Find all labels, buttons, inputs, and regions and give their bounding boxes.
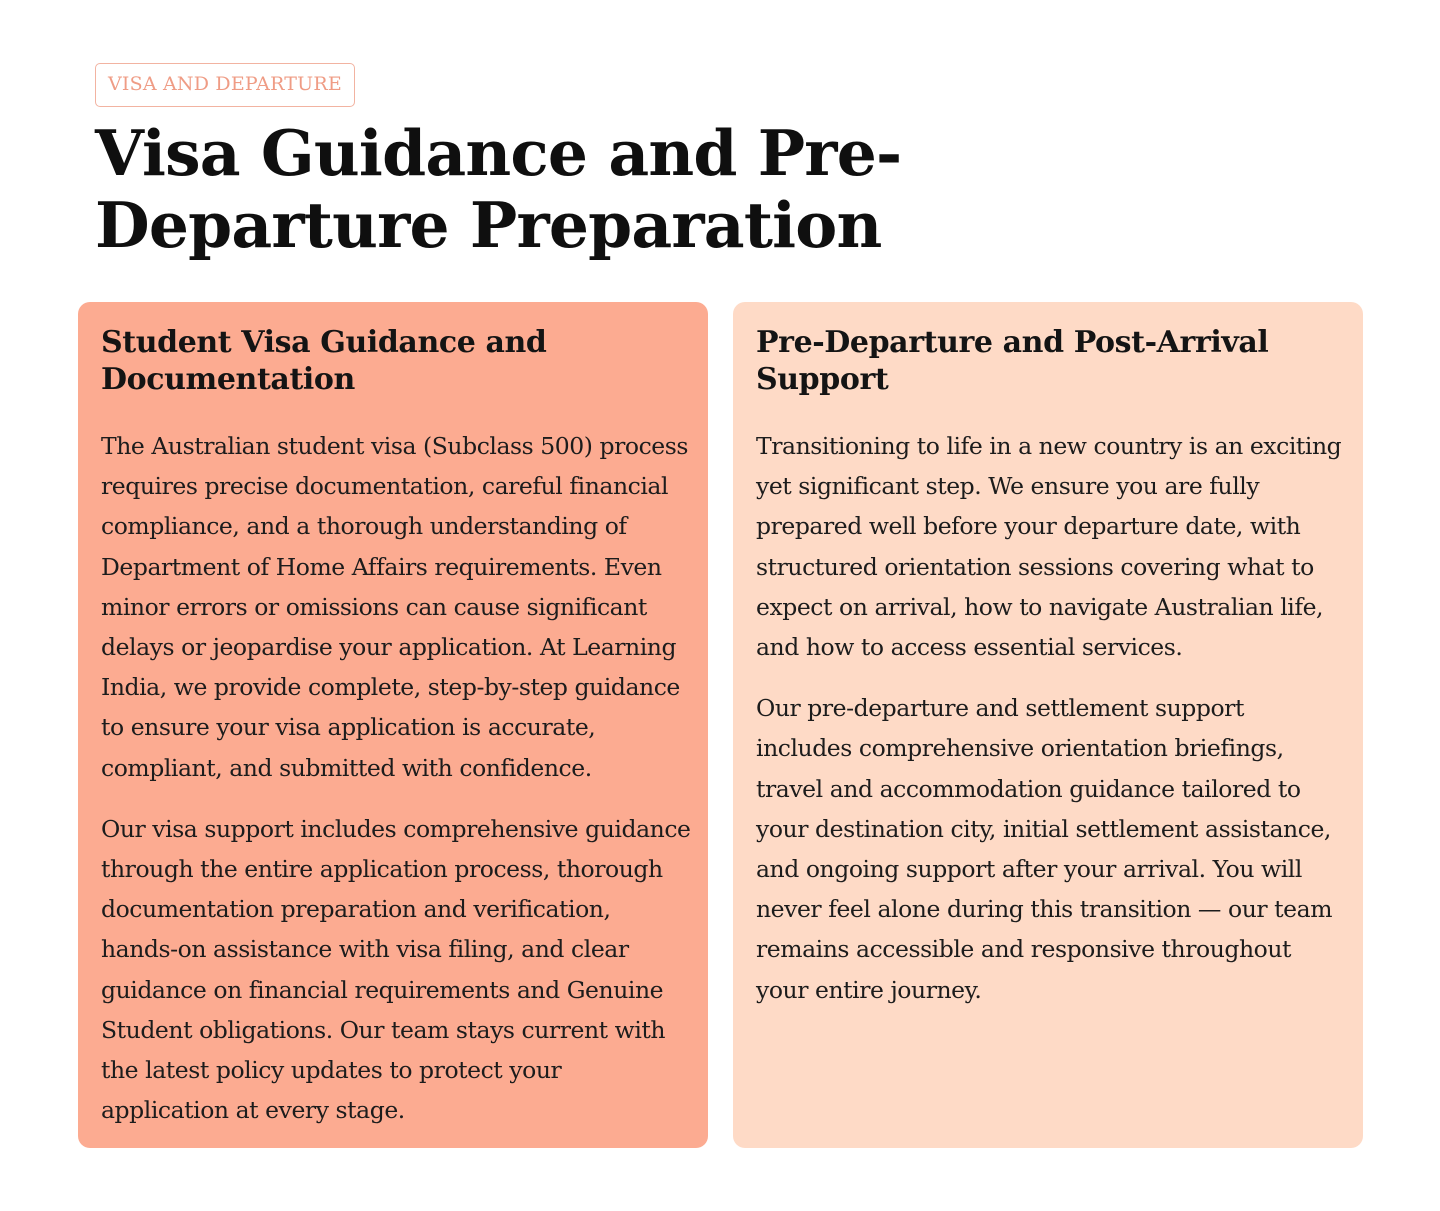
section-eyebrow-tag: VISA AND DEPARTURE xyxy=(95,63,355,107)
pre-departure-card xyxy=(733,302,1363,1148)
pre-departure-card-paragraph-2: Our pre-departure and settlement support includes comprehensive orientation briefings, travel and accommodation guidance tailored to your destination city, initial settlement assistance, and ongoing support after your arrival. You will never feel alone during this transition — our team remains accessible and responsive throughout your entire journey. xyxy=(756,694,1333,1004)
student-visa-card-paragraph-2: Our visa support includes comprehensive guidance through the entire application process, thorough documentation preparation and verification, hands-on assistance with visa filing, and clear guidance on financial requirements and Genuine Student obligations. Our team stays current with the latest policy updates to protect your application at every stage. xyxy=(101,814,691,1125)
student-visa-card-paragraph-1: The Australian student visa (Subclass 500) process requires precise documentation, careful financial compliance, and a thorough understanding of Department of Home Affairs requirements. Even minor errors or omissions can cause significant delays or jeopardise your application. At Learning India, we provide complete, step-by-step guidance to ensure your visa application is accurate, compliant, and submitted with confidence. xyxy=(101,432,688,782)
pre-departure-card-title: Pre-Departure and Post-Arrival Support xyxy=(756,325,1269,397)
student-visa-card xyxy=(78,302,708,1148)
pre-departure-card-paragraph-1: Transitioning to life in a new country is an exciting yet significant step. We ensure you are fully prepared well before your departure date, with structured orientation sessions covering what to expect on arrival, how to navigate Australian life, and how to access essential services. xyxy=(756,432,1342,662)
page-title: Visa Guidance and Pre-Departure Preparation xyxy=(95,116,902,262)
student-visa-card-title: Student Visa Guidance and Documentation xyxy=(101,325,547,397)
